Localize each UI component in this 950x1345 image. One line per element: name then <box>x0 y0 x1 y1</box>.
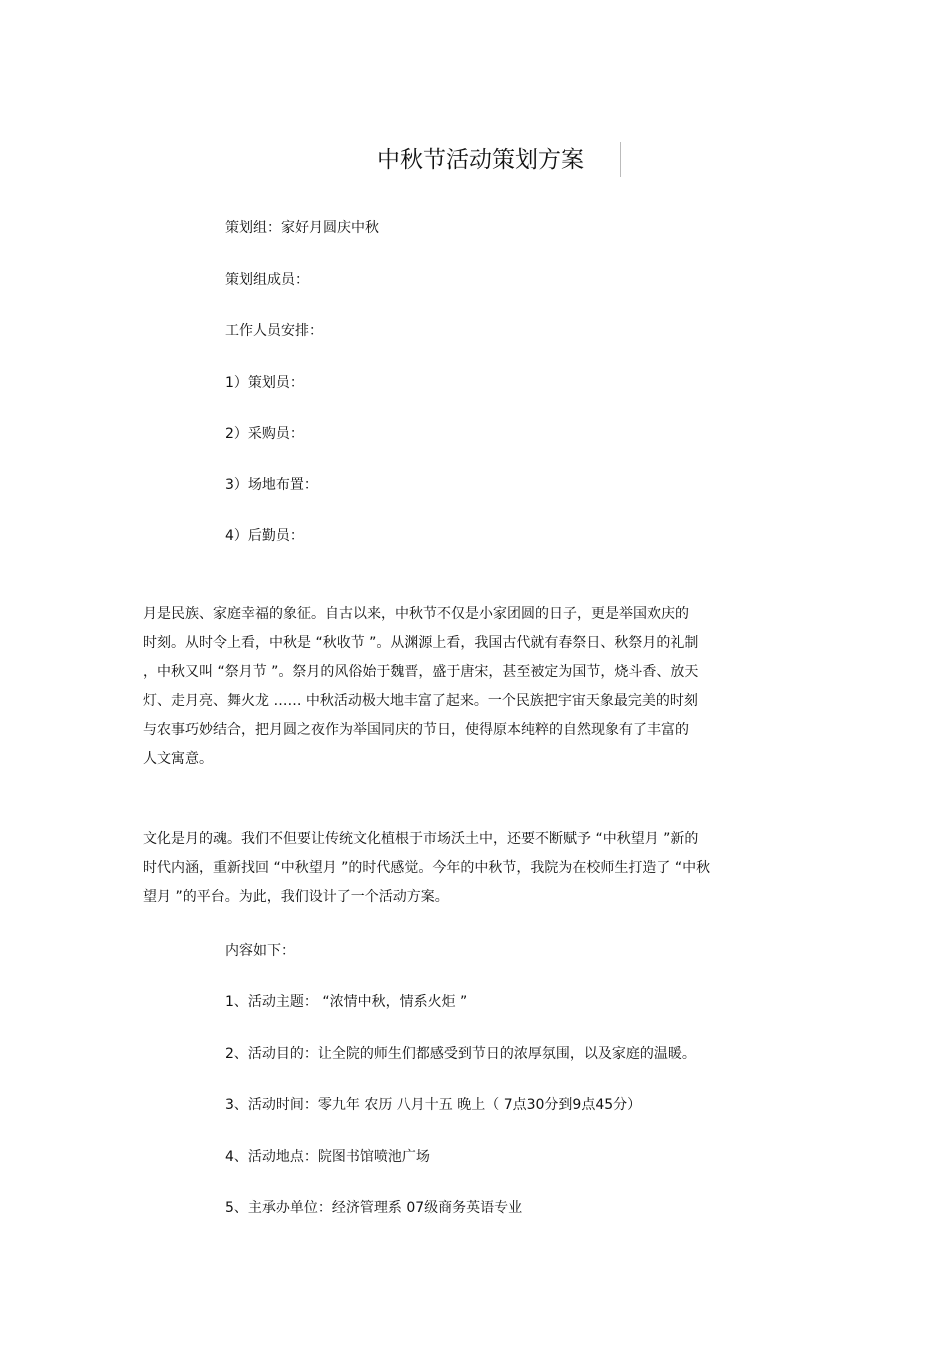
activity-purpose: 2、活动目的：让全院的师生们都感受到节日的浓厚氛围，以及家庭的温暖。 <box>225 1046 696 1062</box>
activity-theme: 1、活动主题： “浓情中秋，情系火炬 ” <box>225 994 468 1010</box>
paragraph-line: 文化是月的魂。我们不但要让传统文化植根于市场沃土中，还要不断赋予 “中秋望月 ”新的 <box>143 831 699 847</box>
paragraph-line: 与农事巧妙结合，把月圆之夜作为举国同庆的节日，使得原本纯粹的自然现象有了丰富的 <box>143 722 689 738</box>
activity-time: 3、活动时间：零九年 农历 八月十五 晚上（ 7点30分到9点45分） <box>225 1097 642 1113</box>
staff-purchaser: 2）采购员： <box>225 426 304 442</box>
organizer: 5、主承办单位：经济管理系 07级商务英语专业 <box>225 1200 523 1216</box>
content-heading: 内容如下： <box>225 943 295 959</box>
paragraph-line: 灯、走月亮、舞火龙 …… 中秋活动极大地丰富了起来。一个民族把宇宙天象最完美的时刻 <box>143 693 698 709</box>
paragraph-line: 时代内涵，重新找回 “中秋望月 ”的时代感觉。今年的中秋节，我院为在校师生打造了 “中秋 <box>143 860 711 876</box>
staff-planner: 1）策划员： <box>225 375 304 391</box>
text-cursor <box>620 142 621 177</box>
staff-logistics: 4）后勤员： <box>225 528 304 544</box>
planning-members: 策划组成员： <box>225 272 309 288</box>
document-title: 中秋节活动策划方案 <box>377 147 584 173</box>
staff-venue: 3）场地布置： <box>225 477 318 493</box>
paragraph-line: 望月 ”的平台。为此，我们设计了一个活动方案。 <box>143 889 449 905</box>
paragraph-line: 月是民族、家庭幸福的象征。自古以来，中秋节不仅是小家团圆的日子，更是举国欢庆的 <box>143 606 689 622</box>
planning-group: 策划组：家好月圆庆中秋 <box>225 220 379 236</box>
paragraph-line: 人文寓意。 <box>143 751 213 767</box>
paragraph-line: ，中秋又叫 “祭月节 ”。祭月的风俗始于魏晋，盛于唐宋，甚至被定为国节，烧斗香、放天 <box>143 664 699 680</box>
activity-location: 4、活动地点：院图书馆喷池广场 <box>225 1149 430 1165</box>
paragraph-line: 时刻。从时令上看，中秋是 “秋收节 ”。从渊源上看，我国古代就有春祭日、秋祭月的礼制 <box>143 635 699 651</box>
staff-arrangement: 工作人员安排： <box>225 323 323 339</box>
